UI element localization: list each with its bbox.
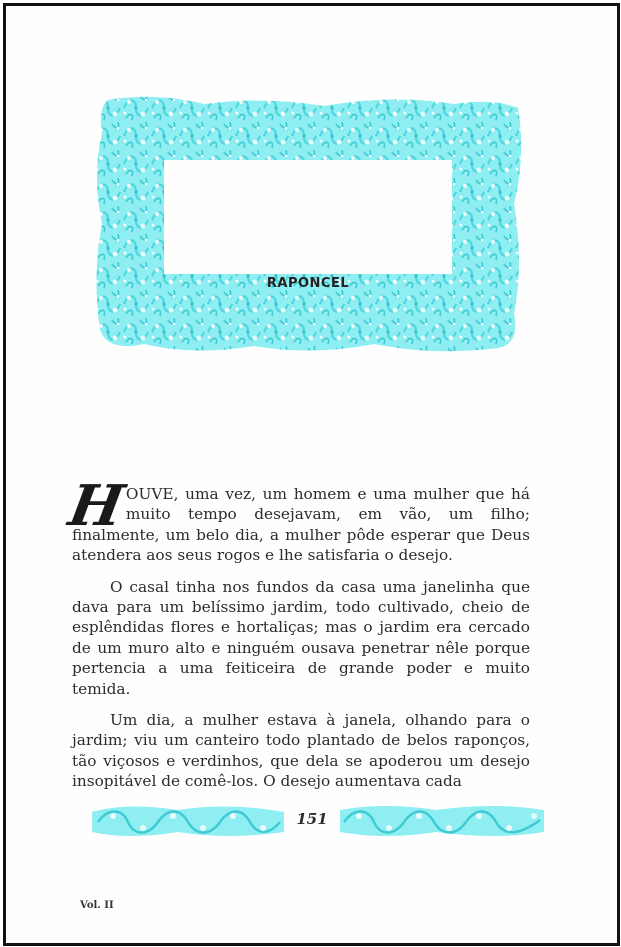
ornamental-frame — [94, 94, 522, 352]
story-body — [64, 473, 530, 803]
title-panel — [160, 156, 456, 290]
paragraph-1-text: , uma vez, um homem e uma mulher que há muito tempo desejavam, em vão, um filho; finalmente, um belo dia, a mulher pôde esperar que Deus atendera aos seus rogos e lhe satisfaria o desejo. — [72, 485, 530, 565]
volume-label: Vol. II — [80, 900, 114, 911]
opening-word: OUVE — [125, 485, 174, 503]
story-title: RAPONCEL — [266, 276, 350, 291]
left-floral-band-icon — [88, 802, 288, 838]
right-floral-band-icon — [336, 802, 548, 838]
paragraph-1 — [64, 473, 530, 566]
page-number: 151 — [296, 810, 328, 828]
paragraph-3: Um dia, a mulher estava à janela, olhando para o jardim; viu um canteiro todo plantado de belos raponços, tão viçosos e verdinhos, que dela se apoderou um desejo insopitável de comê-los. O desejo aumentava cada — [72, 711, 530, 791]
drop-cap: H — [64, 473, 129, 539]
footer-ornament — [88, 802, 548, 838]
page — [3, 3, 620, 946]
paragraph-2: O casal tinha nos fundos da casa uma janelinha que dava para um belíssimo jardim, todo cultivado, cheio de esplêndidas flores e hortaliças; mas o jardim era cercado de um muro alto e ninguém ousava penetrar nêle porque pertencia a uma feiticeira de grande poder e muito temida. — [72, 577, 530, 698]
